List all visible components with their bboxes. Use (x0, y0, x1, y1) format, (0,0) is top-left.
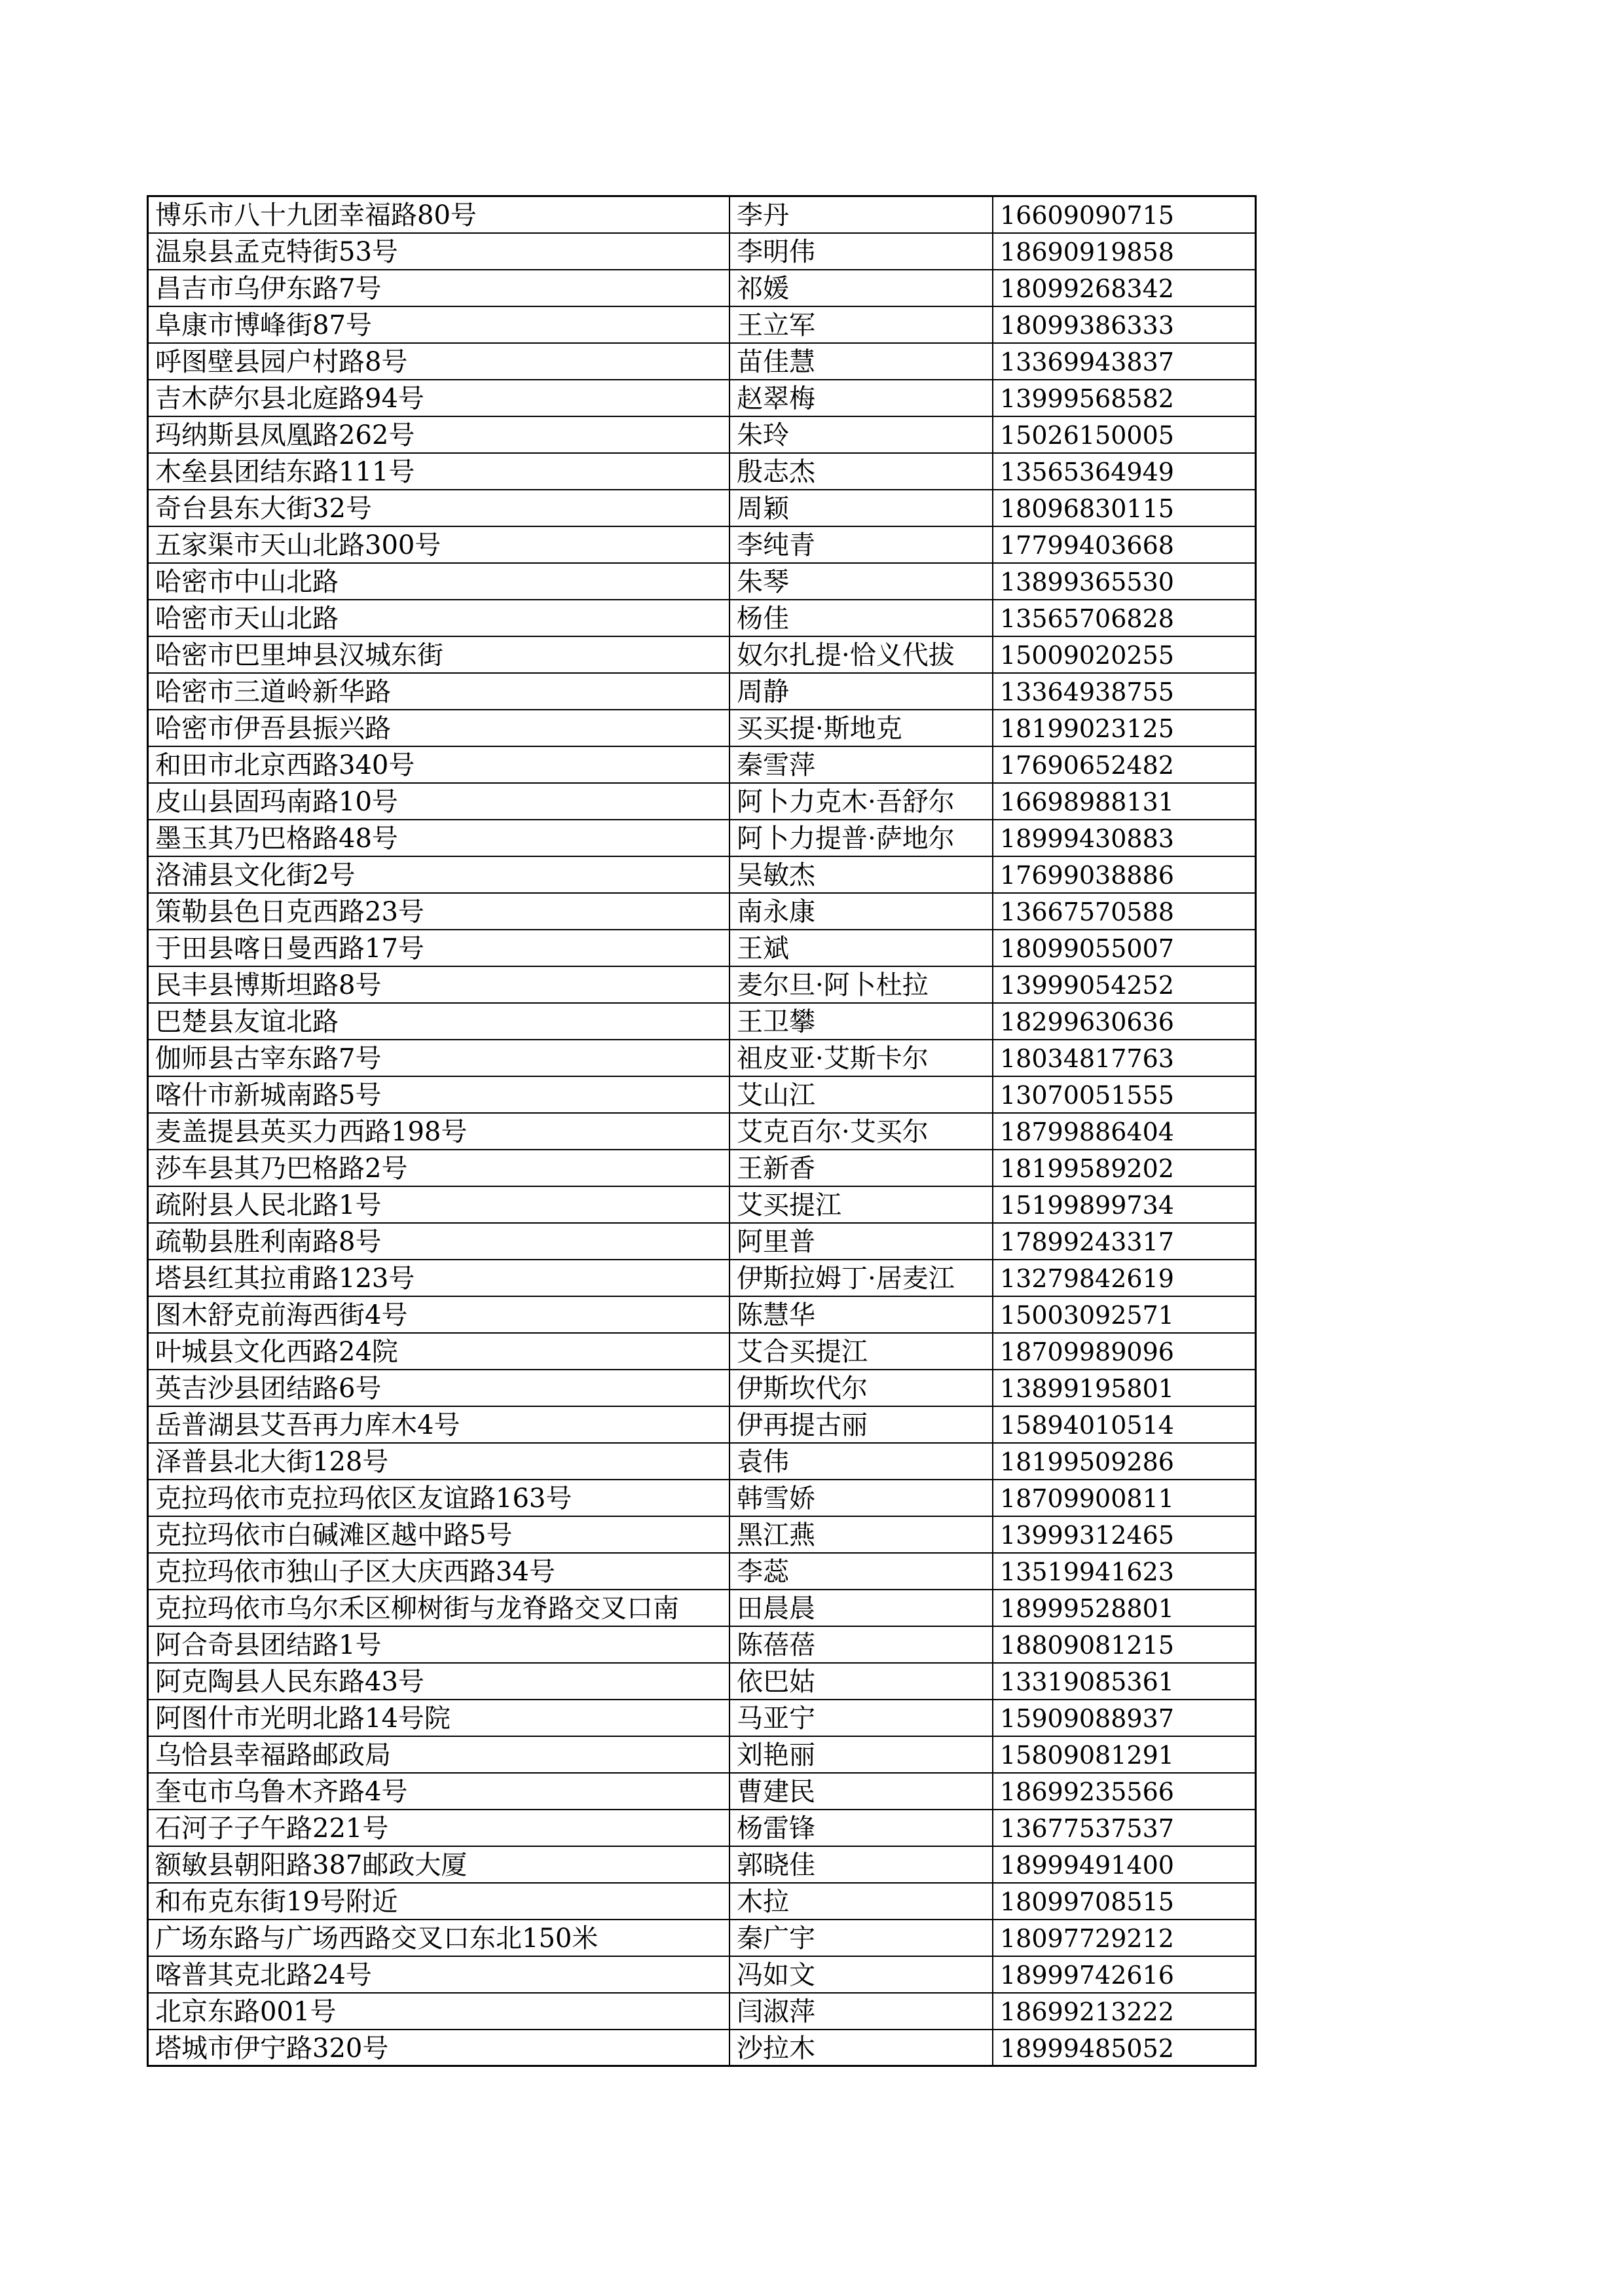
address-cell: 洛浦县文化街2号 (149, 857, 730, 892)
address-cell: 五家渠市天山北路300号 (149, 527, 730, 562)
address-cell: 莎车县其乃巴格路2号 (149, 1150, 730, 1186)
contact-name-cell: 陈慧华 (730, 1297, 993, 1332)
contact-name-cell: 郭晓佳 (730, 1847, 993, 1882)
address-cell: 吉木萨尔县北庭路94号 (149, 380, 730, 416)
contact-name-cell: 李明伟 (730, 234, 993, 269)
contact-name-cell: 王立军 (730, 307, 993, 342)
address-cell: 广场东路与广场西路交叉口东北150米 (149, 1920, 730, 1956)
phone-cell: 18199589202 (993, 1150, 1257, 1186)
address-cell: 皮山县固玛南路10号 (149, 784, 730, 819)
table-row (149, 1004, 1257, 1040)
contact-name-cell: 李蕊 (730, 1554, 993, 1589)
contact-name-cell: 马亚宁 (730, 1700, 993, 1736)
phone-cell: 18690919858 (993, 234, 1257, 269)
address-cell: 哈密市三道岭新华路 (149, 674, 730, 709)
contact-name-cell: 秦广宇 (730, 1920, 993, 1956)
table-row (149, 600, 1257, 637)
table-row (149, 2030, 1257, 2067)
table-row (149, 1297, 1257, 1334)
address-cell: 于田县喀日曼西路17号 (149, 930, 730, 966)
phone-cell: 18709989096 (993, 1334, 1257, 1369)
address-cell: 额敏县朝阳路387邮政大厦 (149, 1847, 730, 1882)
table-row (149, 1517, 1257, 1554)
address-cell: 阜康市博峰街87号 (149, 307, 730, 342)
address-cell: 北京东路001号 (149, 1994, 730, 2029)
address-cell: 泽普县北大街128号 (149, 1444, 730, 1479)
table-row (149, 527, 1257, 564)
phone-cell: 13899195801 (993, 1370, 1257, 1406)
contact-name-cell: 田晨晨 (730, 1590, 993, 1626)
address-cell: 和田市北京西路340号 (149, 747, 730, 782)
phone-cell: 18099268342 (993, 270, 1257, 306)
phone-cell: 15199899734 (993, 1187, 1257, 1222)
contact-name-cell: 阿卜力提普·萨地尔 (730, 820, 993, 856)
address-cell: 喀普其克北路24号 (149, 1957, 730, 1992)
phone-cell: 15009020255 (993, 637, 1257, 672)
contact-name-cell: 陈蓓蓓 (730, 1627, 993, 1662)
table-row (149, 344, 1257, 380)
address-cell: 图木舒克前海西街4号 (149, 1297, 730, 1332)
phone-cell: 18999430883 (993, 820, 1257, 856)
contact-name-cell: 木拉 (730, 1884, 993, 1919)
contact-name-cell: 南永康 (730, 894, 993, 929)
phone-cell: 17699038886 (993, 857, 1257, 892)
table-row (149, 1150, 1257, 1187)
phone-cell: 18099386333 (993, 307, 1257, 342)
table-row (149, 1224, 1257, 1260)
address-cell: 策勒县色日克西路23号 (149, 894, 730, 929)
address-cell: 塔城市伊宁路320号 (149, 2030, 730, 2065)
table-row (149, 197, 1257, 234)
phone-cell: 18709900811 (993, 1480, 1257, 1516)
phone-cell: 15909088937 (993, 1700, 1257, 1736)
table-row (149, 967, 1257, 1004)
table-row (149, 1627, 1257, 1664)
table-row (149, 710, 1257, 747)
table-row (149, 1810, 1257, 1847)
address-cell: 阿克陶县人民东路43号 (149, 1664, 730, 1699)
contact-name-cell: 朱玲 (730, 417, 993, 452)
contact-name-cell: 沙拉木 (730, 2030, 993, 2065)
address-cell: 阿合奇县团结路1号 (149, 1627, 730, 1662)
contact-name-cell: 艾合买提江 (730, 1334, 993, 1369)
contact-name-cell: 李丹 (730, 197, 993, 232)
phone-cell: 18299630636 (993, 1004, 1257, 1039)
address-cell: 克拉玛依市克拉玛依区友谊路163号 (149, 1480, 730, 1516)
contact-name-cell: 杨雷锋 (730, 1810, 993, 1846)
address-cell: 哈密市伊吾县振兴路 (149, 710, 730, 746)
phone-cell: 17899243317 (993, 1224, 1257, 1259)
table-row (149, 1664, 1257, 1700)
table-row (149, 1040, 1257, 1077)
phone-cell: 18799886404 (993, 1114, 1257, 1149)
address-cell: 克拉玛依市白碱滩区越中路5号 (149, 1517, 730, 1552)
table-row (149, 857, 1257, 894)
phone-cell: 16698988131 (993, 784, 1257, 819)
address-cell: 玛纳斯县凤凰路262号 (149, 417, 730, 452)
contact-name-cell: 艾克百尔·艾买尔 (730, 1114, 993, 1149)
address-cell: 巴楚县友谊北路 (149, 1004, 730, 1039)
phone-cell: 15003092571 (993, 1297, 1257, 1332)
phone-cell: 17799403668 (993, 527, 1257, 562)
contact-name-cell: 韩雪娇 (730, 1480, 993, 1516)
phone-cell: 13519941623 (993, 1554, 1257, 1589)
address-cell: 克拉玛依市独山子区大庆西路34号 (149, 1554, 730, 1589)
table-row (149, 894, 1257, 930)
address-cell: 墨玉其乃巴格路48号 (149, 820, 730, 856)
contact-name-cell: 伊再提古丽 (730, 1407, 993, 1442)
phone-cell: 13565706828 (993, 600, 1257, 636)
address-cell: 哈密市天山北路 (149, 600, 730, 636)
address-cell: 乌恰县幸福路邮政局 (149, 1737, 730, 1772)
address-cell: 塔县红其拉甫路123号 (149, 1260, 730, 1296)
address-cell: 英吉沙县团结路6号 (149, 1370, 730, 1406)
address-cell: 疏勒县胜利南路8号 (149, 1224, 730, 1259)
table-row (149, 1700, 1257, 1737)
phone-cell: 13999312465 (993, 1517, 1257, 1552)
address-cell: 奇台县东大街32号 (149, 490, 730, 526)
table-row (149, 637, 1257, 674)
contact-name-cell: 袁伟 (730, 1444, 993, 1479)
address-cell: 和布克东街19号附近 (149, 1884, 730, 1919)
table-row (149, 820, 1257, 857)
contact-name-cell: 王斌 (730, 930, 993, 966)
address-cell: 克拉玛依市乌尔禾区柳树街与龙脊路交叉口南 (149, 1590, 730, 1626)
phone-cell: 15894010514 (993, 1407, 1257, 1442)
phone-cell: 13677537537 (993, 1810, 1257, 1846)
contact-name-cell: 艾买提江 (730, 1187, 993, 1222)
table-row (149, 1994, 1257, 2030)
contact-name-cell: 祁媛 (730, 270, 993, 306)
phone-cell: 16609090715 (993, 197, 1257, 232)
phone-cell: 18199023125 (993, 710, 1257, 746)
table-row (149, 307, 1257, 344)
phone-cell: 18809081215 (993, 1627, 1257, 1662)
address-cell: 疏附县人民北路1号 (149, 1187, 730, 1222)
table-row (149, 1334, 1257, 1370)
phone-cell: 18999491400 (993, 1847, 1257, 1882)
phone-cell: 13999054252 (993, 967, 1257, 1002)
table-row (149, 417, 1257, 454)
phone-cell: 13667570588 (993, 894, 1257, 929)
table-row (149, 1737, 1257, 1774)
contact-name-cell: 赵翠梅 (730, 380, 993, 416)
contact-name-cell: 闫淑萍 (730, 1994, 993, 2029)
contact-name-cell: 阿卜力克木·吾舒尔 (730, 784, 993, 819)
contact-name-cell: 李纯青 (730, 527, 993, 562)
address-cell: 麦盖提县英买力西路198号 (149, 1114, 730, 1149)
phone-cell: 18096830115 (993, 490, 1257, 526)
phone-cell: 18999528801 (993, 1590, 1257, 1626)
contact-name-cell: 苗佳慧 (730, 344, 993, 379)
table-row (149, 1444, 1257, 1480)
phone-cell: 18099055007 (993, 930, 1257, 966)
table-row (149, 1370, 1257, 1407)
address-cell: 伽师县古宰东路7号 (149, 1040, 730, 1076)
contact-name-cell: 曹建民 (730, 1774, 993, 1809)
table-row (149, 1920, 1257, 1957)
contact-name-cell: 王新香 (730, 1150, 993, 1186)
phone-cell: 13565364949 (993, 454, 1257, 489)
phone-cell: 13319085361 (993, 1664, 1257, 1699)
contact-name-cell: 冯如文 (730, 1957, 993, 1992)
phone-cell: 13279842619 (993, 1260, 1257, 1296)
contact-name-cell: 买买提·斯地克 (730, 710, 993, 746)
contact-name-cell: 刘艳丽 (730, 1737, 993, 1772)
phone-cell: 17690652482 (993, 747, 1257, 782)
address-cell: 哈密市巴里坤县汉城东街 (149, 637, 730, 672)
contact-name-cell: 阿里普 (730, 1224, 993, 1259)
address-cell: 奎屯市乌鲁木齐路4号 (149, 1774, 730, 1809)
table-row (149, 564, 1257, 600)
contact-name-cell: 殷志杰 (730, 454, 993, 489)
table-row (149, 1407, 1257, 1444)
address-cell: 昌吉市乌伊东路7号 (149, 270, 730, 306)
phone-cell: 18034817763 (993, 1040, 1257, 1076)
address-cell: 哈密市中山北路 (149, 564, 730, 599)
table-row (149, 1187, 1257, 1224)
contact-name-cell: 朱琴 (730, 564, 993, 599)
table-row (149, 1884, 1257, 1920)
contact-name-cell: 祖皮亚·艾斯卡尔 (730, 1040, 993, 1076)
phone-cell: 15809081291 (993, 1737, 1257, 1772)
phone-cell: 13070051555 (993, 1077, 1257, 1112)
table-row (149, 747, 1257, 784)
phone-cell: 15026150005 (993, 417, 1257, 452)
table-row (149, 930, 1257, 967)
table-row (149, 674, 1257, 710)
table-row (149, 1774, 1257, 1810)
phone-cell: 18999742616 (993, 1957, 1257, 1992)
contact-name-cell: 周颖 (730, 490, 993, 526)
address-cell: 叶城县文化西路24院 (149, 1334, 730, 1369)
address-cell: 喀什市新城南路5号 (149, 1077, 730, 1112)
phone-cell: 18199509286 (993, 1444, 1257, 1479)
contact-name-cell: 艾山江 (730, 1077, 993, 1112)
table-row (149, 490, 1257, 527)
table-row (149, 1077, 1257, 1114)
table-row (149, 270, 1257, 307)
table-row (149, 1590, 1257, 1627)
contact-name-cell: 黑江燕 (730, 1517, 993, 1552)
phone-cell: 13899365530 (993, 564, 1257, 599)
table-row (149, 1554, 1257, 1590)
contact-name-cell: 吴敏杰 (730, 857, 993, 892)
contact-name-cell: 依巴姑 (730, 1664, 993, 1699)
address-cell: 木垒县团结东路111号 (149, 454, 730, 489)
phone-cell: 18699235566 (993, 1774, 1257, 1809)
contact-name-cell: 伊斯坎代尔 (730, 1370, 993, 1406)
phone-cell: 18099708515 (993, 1884, 1257, 1919)
table-row (149, 784, 1257, 820)
address-cell: 阿图什市光明北路14号院 (149, 1700, 730, 1736)
contact-name-cell: 伊斯拉姆丁·居麦江 (730, 1260, 993, 1296)
address-cell: 岳普湖县艾吾再力库木4号 (149, 1407, 730, 1442)
table-row (149, 454, 1257, 490)
contact-table (147, 195, 1257, 2067)
address-cell: 温泉县孟克特街53号 (149, 234, 730, 269)
contact-name-cell: 麦尔旦·阿卜杜拉 (730, 967, 993, 1002)
phone-cell: 13369943837 (993, 344, 1257, 379)
phone-cell: 13364938755 (993, 674, 1257, 709)
contact-name-cell: 杨佳 (730, 600, 993, 636)
phone-cell: 18699213222 (993, 1994, 1257, 2029)
address-cell: 呼图壁县园户村路8号 (149, 344, 730, 379)
contact-name-cell: 秦雪萍 (730, 747, 993, 782)
phone-cell: 18097729212 (993, 1920, 1257, 1956)
table-row (149, 1847, 1257, 1884)
table-row (149, 1480, 1257, 1517)
table-row (149, 380, 1257, 417)
address-cell: 石河子子午路221号 (149, 1810, 730, 1846)
phone-cell: 18999485052 (993, 2030, 1257, 2065)
table-row (149, 234, 1257, 270)
table-row (149, 1114, 1257, 1150)
contact-name-cell: 王卫攀 (730, 1004, 993, 1039)
table-row (149, 1957, 1257, 1994)
phone-cell: 13999568582 (993, 380, 1257, 416)
contact-name-cell: 奴尔扎提·恰义代拔 (730, 637, 993, 672)
address-cell: 博乐市八十九团幸福路80号 (149, 197, 730, 232)
contact-name-cell: 周静 (730, 674, 993, 709)
table-row (149, 1260, 1257, 1297)
address-cell: 民丰县博斯坦路8号 (149, 967, 730, 1002)
